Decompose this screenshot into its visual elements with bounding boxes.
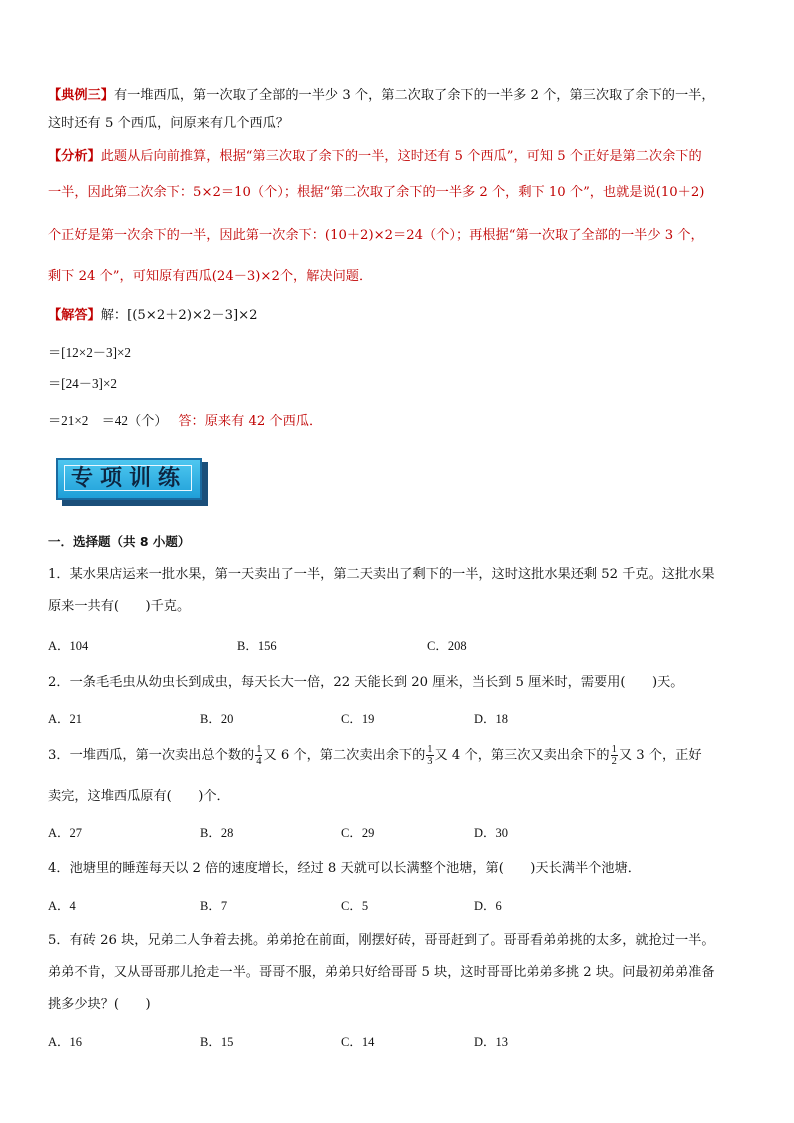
question-3-part-2: 又 6 个，第二次卖出余下的 bbox=[263, 748, 426, 763]
question-3-line-2: 卖完，这堆西瓜原有( )个． bbox=[48, 789, 230, 804]
question-3-option-a[interactable]: A．27 bbox=[48, 826, 83, 840]
question-4-line-1: 4．池塘里的睡莲每天以 2 倍的速度增长，经过 8 天就可以长满整个池塘，第( )天长满半个池塘． bbox=[48, 861, 641, 876]
analysis-line-3: 个正好是第一次余下的一半，因此第一次余下：(10＋2)×2＝24（个）；再根据“第一次取了全部的一半少 3 个， bbox=[48, 228, 704, 243]
example-question-text-1: 有一堆西瓜，第一次取了全部的一半少 3 个，第二次取了余下的一半多 2 个，第三次取了余下的一半， bbox=[113, 88, 715, 103]
fraction-one-quarter: $\frac{1}{4}$ bbox=[256, 744, 262, 767]
example-question-line-1 bbox=[48, 87, 715, 105]
question-3-part-3: 又 4 个，第三次又卖出余下的 bbox=[434, 748, 610, 763]
banner-label: 专项训练 bbox=[70, 466, 187, 491]
question-3-option-d[interactable]: D．30 bbox=[474, 826, 509, 840]
question-2-option-c[interactable]: C．19 bbox=[341, 712, 375, 726]
question-4-option-b[interactable]: B．7 bbox=[200, 899, 228, 913]
fraction-one-third: $\frac{1}{3}$ bbox=[427, 744, 433, 767]
question-1-line-2: 原来一共有( )千克。 bbox=[48, 599, 191, 614]
solution-calc: ＝21×2 ＝42（个） bbox=[48, 413, 161, 428]
question-3-line-1 bbox=[48, 744, 702, 768]
solution-step-2: ＝[24－3]×2 bbox=[48, 376, 117, 391]
answer-head: 解：[(5×2＋2)×2－3]×2 bbox=[100, 308, 258, 323]
question-5-option-c[interactable]: C．14 bbox=[341, 1035, 375, 1049]
question-5-option-a[interactable]: A．16 bbox=[48, 1035, 83, 1049]
solution-step-3 bbox=[48, 412, 322, 431]
question-4-option-c[interactable]: C．5 bbox=[341, 899, 369, 913]
question-5-line-2: 弟弟不肯，又从哥哥那儿抢走一半。哥哥不服，弟弟只好给哥哥 5 块，这时哥哥比弟弟多挑 2 块。问最初弟弟准备 bbox=[48, 965, 715, 980]
answer-line bbox=[48, 307, 258, 325]
question-2-option-d[interactable]: D．18 bbox=[474, 712, 509, 726]
question-1-option-c[interactable]: C．208 bbox=[427, 639, 467, 653]
analysis-line-4: 剩下 24 个”，可知原有西瓜(24－3)×2个，解决问题． bbox=[48, 269, 373, 284]
analysis-text-1: 此题从后向前推算，根据“第三次取了余下的一半，这时还有 5 个西瓜”，可知 5 个正好是第二次余下的 bbox=[100, 149, 702, 164]
example-tag: 【典例三】 bbox=[48, 88, 114, 103]
question-2-line-1: 2．一条毛毛虫从幼虫长到成虫，每天长大一倍，22 天能长到 20 厘米，当长到 5 厘米时，需要用( )天。 bbox=[48, 675, 684, 690]
question-3-part-1: 3．一堆西瓜，第一次卖出总个数的 bbox=[48, 748, 255, 763]
question-5-line-1: 5．有砖 26 块，兄弟二人争着去挑。弟弟抢在前面，刚摆好砖，哥哥赶到了。哥哥看弟弟挑的太多，就抢过一半。 bbox=[48, 933, 715, 948]
analysis-tag: 【分析】 bbox=[48, 149, 101, 164]
question-3-option-b[interactable]: B．28 bbox=[200, 826, 234, 840]
question-2-option-a[interactable]: A．21 bbox=[48, 712, 83, 726]
analysis-line-2: 一半，因此第二次余下：5×2＝10（个）；根据“第二次取了余下的一半多 2 个，剩下 10 个”，也就是说(10＋2) bbox=[48, 185, 705, 200]
question-1-option-a[interactable]: A．104 bbox=[48, 639, 89, 653]
question-3-option-c[interactable]: C．29 bbox=[341, 826, 375, 840]
solution-answer: 答：原来有 42 个西瓜． bbox=[178, 414, 323, 429]
solution-step-1: ＝[12×2－3]×2 bbox=[48, 345, 132, 360]
analysis-line-1 bbox=[48, 148, 702, 166]
question-2-option-b[interactable]: B．20 bbox=[200, 712, 234, 726]
question-4-option-d[interactable]: D．6 bbox=[474, 899, 502, 913]
question-5-option-b[interactable]: B．15 bbox=[200, 1035, 234, 1049]
example-question-line-2: 这时还有 5 个西瓜，问原来有几个西瓜？ bbox=[48, 116, 289, 131]
special-training-banner bbox=[56, 458, 208, 506]
question-4-option-a[interactable]: A．4 bbox=[48, 899, 76, 913]
question-1-option-b[interactable]: B．156 bbox=[237, 639, 277, 653]
fraction-one-half: $\frac{1}{2}$ bbox=[611, 744, 617, 767]
question-1-line-1: 1．某水果店运来一批水果，第一天卖出了一半，第二天卖出了剩下的一半，这时这批水果还剩 52 千克。这批水果 bbox=[48, 567, 715, 582]
question-5-option-d[interactable]: D．13 bbox=[474, 1035, 509, 1049]
answer-tag: 【解答】 bbox=[48, 308, 101, 323]
question-3-part-4: 又 3 个，正好 bbox=[618, 748, 702, 763]
question-5-line-3: 挑多少块？( ) bbox=[48, 997, 151, 1012]
section-title: 一．选择题（共 8 小题） bbox=[48, 534, 191, 549]
